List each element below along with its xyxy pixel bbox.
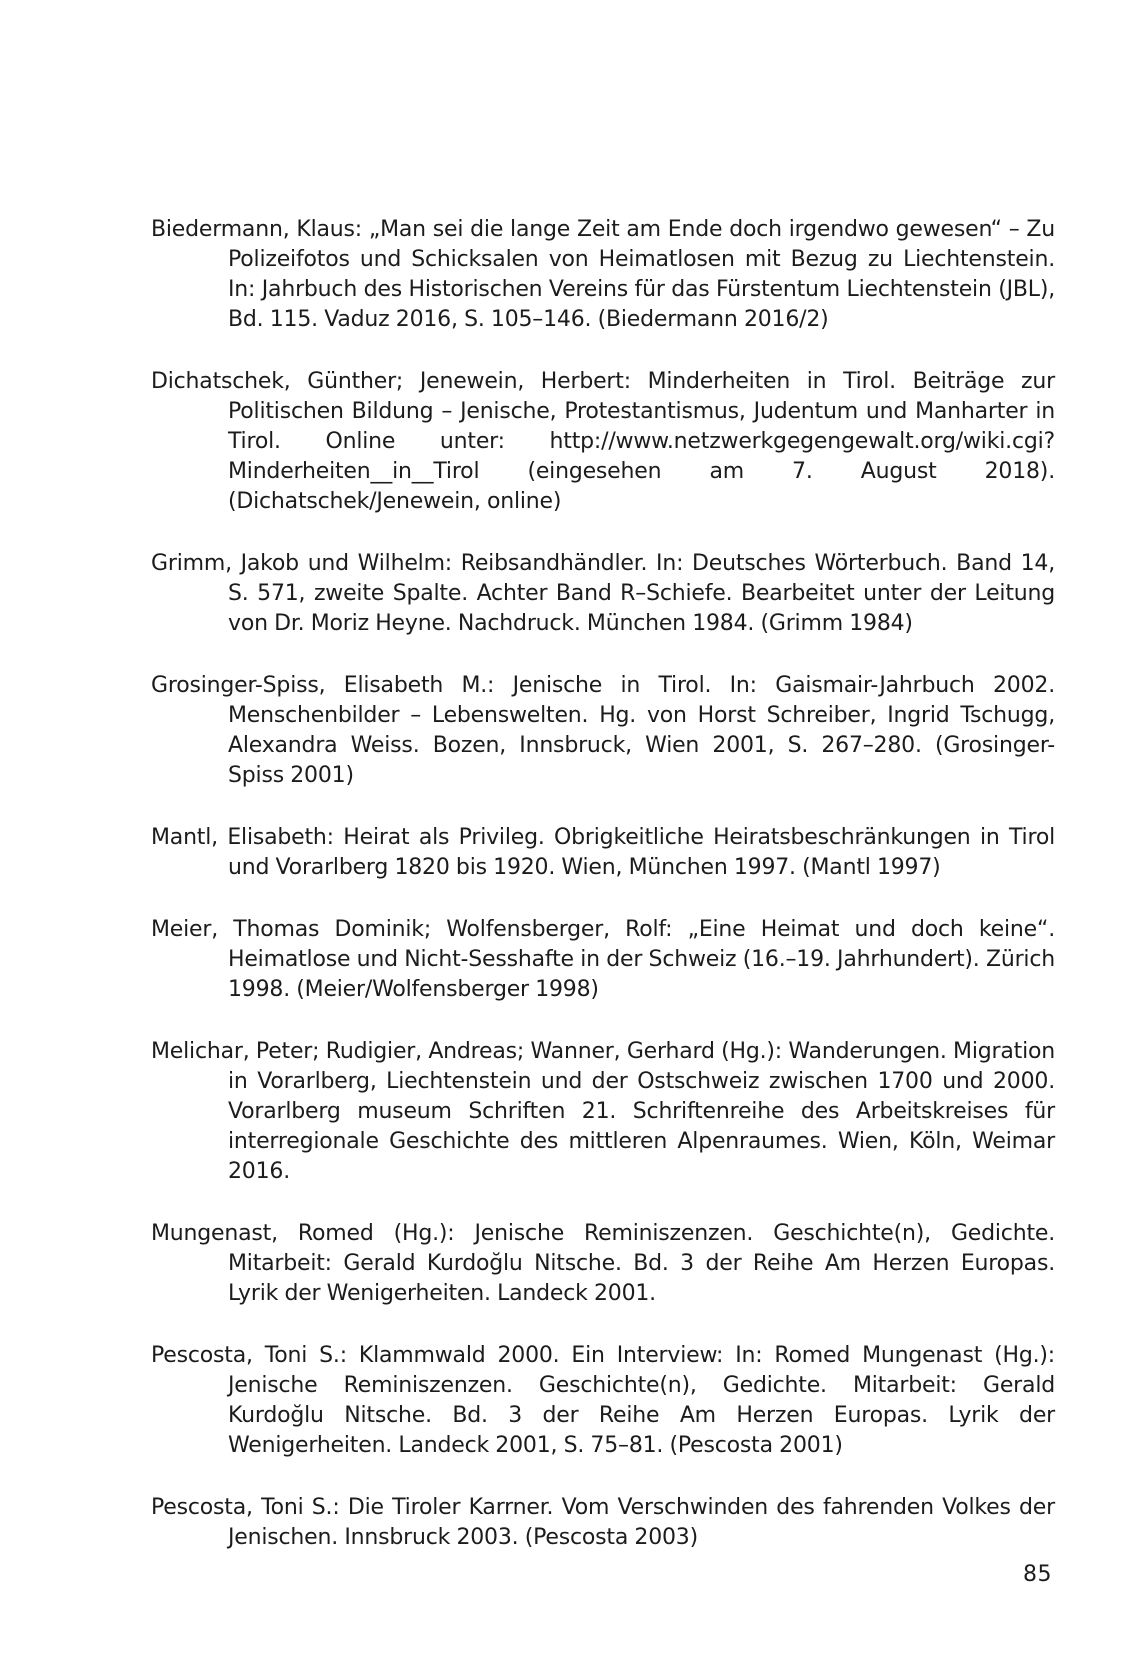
bibliography-entry: Grosinger-Spiss, Elisabeth M.: Jenische in Tirol. In: Gaismair-Jahrbuch 2002. Menschenbilder – Lebenswelten. Hg. von Horst Schreiber, Ingrid Tschugg, Alexandra Weiss. Bozen, Innsbruck, Wien 2001, S. 267–280. (Grosinger-Spiss 2001): [151, 673, 1055, 788]
bibliography-list: [151, 215, 1055, 1585]
bibliography-entry: Pescosta, Toni S.: Klammwald 2000. Ein Interview: In: Romed Mungenast (Hg.): Jenische Reminiszenzen. Geschichte(n), Gedichte. Mitarbeit: Gerald Kurdoğlu Nitsche. Bd. 3 der Reihe Am Herzen Europas. Lyrik der Wenigerheiten. Landeck 2001, S. 75–81. (Pescosta 2001): [151, 1343, 1055, 1458]
bibliography-entry: Grimm, Jakob und Wilhelm: Reibsandhändler. In: Deutsches Wörterbuch. Band 14, S. 571, zweite Spalte. Achter Band R–Schiefe. Bearbeitet unter der Leitung von Dr. Moriz Heyne. Nachdruck. München 1984. (Grimm 1984): [151, 551, 1055, 636]
bibliography-entry: Mungenast, Romed (Hg.): Jenische Reminiszenzen. Geschichte(n), Gedichte. Mitarbeit: Gerald Kurdoğlu Nitsche. Bd. 3 der Reihe Am Herzen Europas. Lyrik der Wenigerheiten. Landeck 2001.: [151, 1221, 1055, 1306]
bibliography-entry: Mantl, Elisabeth: Heirat als Privileg. Obrigkeitliche Heiratsbeschränkungen in Tirol und Vorarlberg 1820 bis 1920. Wien, München 1997. (Mantl 1997): [151, 825, 1055, 880]
bibliography-entry: Dichatschek, Günther; Jenewein, Herbert: Minderheiten in Tirol. Beiträge zur Politischen Bildung – Jenische, Protestantismus, Judentum und Manharter in Tirol. Online unter: http://www.netzwerkgegengewalt.org/wiki.cgi?Minderheiten__in__Tirol (eingesehen am 7. August 2018). (Dichatschek/Jenewein, online): [151, 369, 1055, 514]
bibliography-entry: Melichar, Peter; Rudigier, Andreas; Wanner, Gerhard (Hg.): Wanderungen. Migration in Vorarlberg, Liechtenstein und der Ostschweiz zwischen 1700 und 2000. Vorarlberg museum Schriften 21. Schriftenreihe des Arbeitskreises für interregionale Geschichte des mittleren Alpenraumes. Wien, Köln, Weimar 2016.: [151, 1039, 1055, 1184]
page-number: 85: [1023, 1562, 1052, 1587]
bibliography-entry: Meier, Thomas Dominik; Wolfensberger, Rolf: „Eine Heimat und doch keine“. Heimatlose und Nicht-Sesshafte in der Schweiz (16.–19. Jahrhundert). Zürich 1998. (Meier/Wolfensberger 1998): [151, 917, 1055, 1002]
bibliography-entry: Pescosta, Toni S.: Die Tiroler Karrner. Vom Verschwinden des fahrenden Volkes der Jenischen. Innsbruck 2003. (Pescosta 2003): [151, 1495, 1055, 1550]
bibliography-entry: Biedermann, Klaus: „Man sei die lange Zeit am Ende doch irgendwo gewesen“ – Zu Polizeifotos und Schicksalen von Heimatlosen mit Bezug zu Liechtenstein. In: Jahrbuch des Historischen Vereins für das Fürstentum Liechtenstein (JBL), Bd. 115. Vaduz 2016, S. 105–146. (Biedermann 2016/2): [151, 217, 1055, 332]
